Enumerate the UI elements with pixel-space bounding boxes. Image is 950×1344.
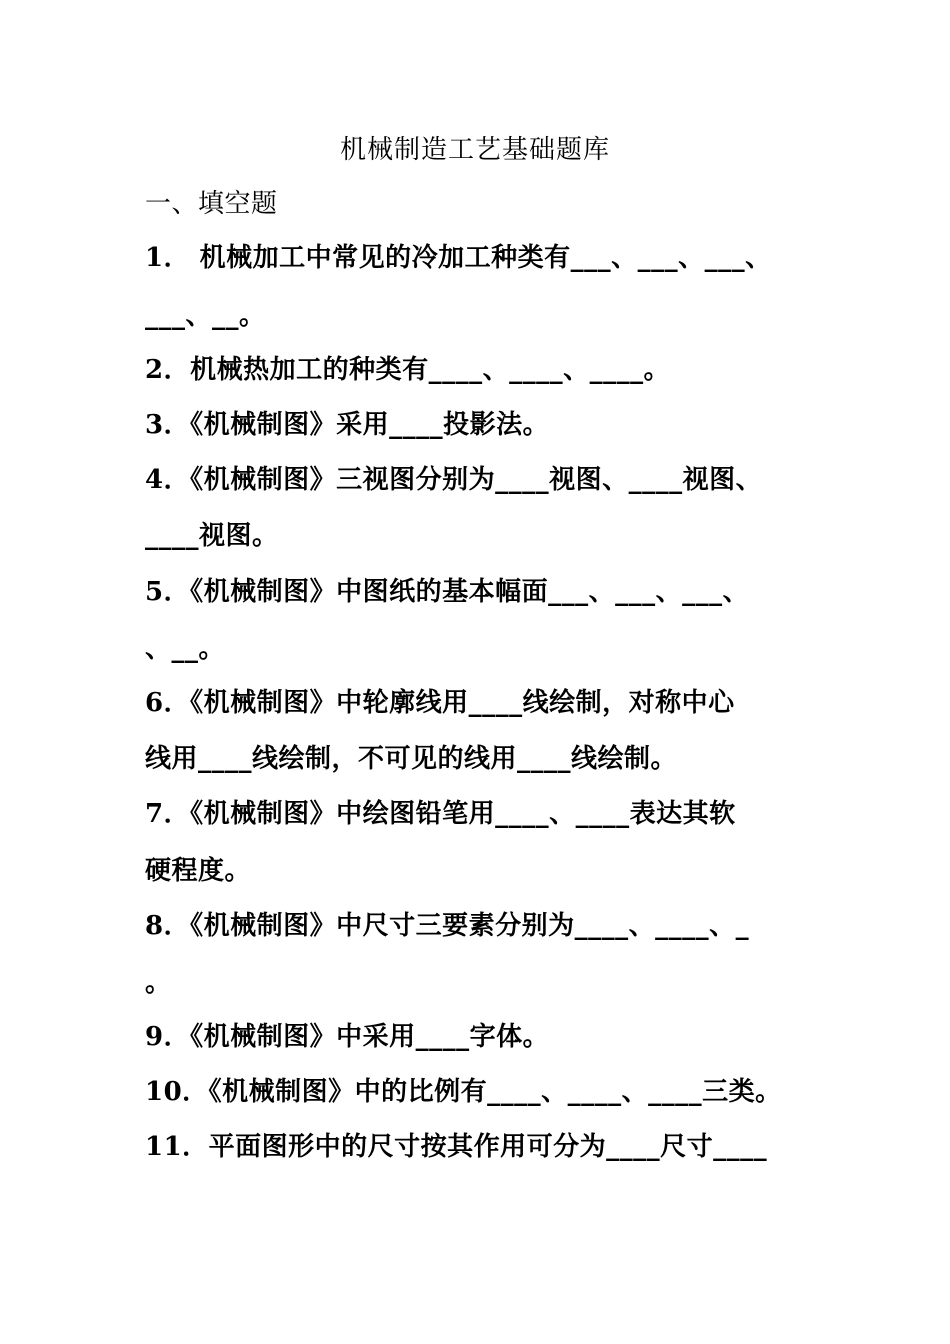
question-line: 6．《机械制图》中轮廓线用____线绘制，对称中心: [145, 688, 735, 718]
document-title: 机械制造工艺基础题库: [339, 135, 610, 165]
question-line: 7．《机械制图》中绘图铅笔用____、____表达其软: [145, 799, 736, 829]
question-line: 8．《机械制图》中尺寸三要素分别为____、____、_: [145, 911, 750, 941]
question-line: ____视图。: [145, 521, 279, 551]
question-line: 4．《机械制图》三视图分别为____视图、____视图、: [145, 465, 763, 495]
question-line: 、__。: [145, 634, 226, 664]
question-line: 10．《机械制图》中的比例有____、____、____三类。: [145, 1077, 782, 1107]
section-heading: 一、填空题: [145, 189, 278, 219]
question-line: 5．《机械制图》中图纸的基本幅面___、___、___、: [145, 577, 750, 607]
question-line: 2．机械热加工的种类有____、____、____。: [145, 355, 671, 385]
question-line: ___、__。: [145, 301, 266, 331]
question-line: 3．《机械制图》采用____投影法。: [145, 410, 550, 440]
question-line: 11．平面图形中的尺寸按其作用可分为____尺寸____: [145, 1132, 768, 1162]
question-line: 1． 机械加工中常见的冷加工种类有___、___、___、: [145, 243, 772, 273]
question-line: 。: [145, 968, 172, 998]
question-line: 硬程度。: [145, 856, 252, 886]
question-line: 9．《机械制图》中采用____字体。: [145, 1022, 550, 1052]
question-line: 线用____线绘制，不可见的线用____线绘制。: [145, 744, 678, 774]
